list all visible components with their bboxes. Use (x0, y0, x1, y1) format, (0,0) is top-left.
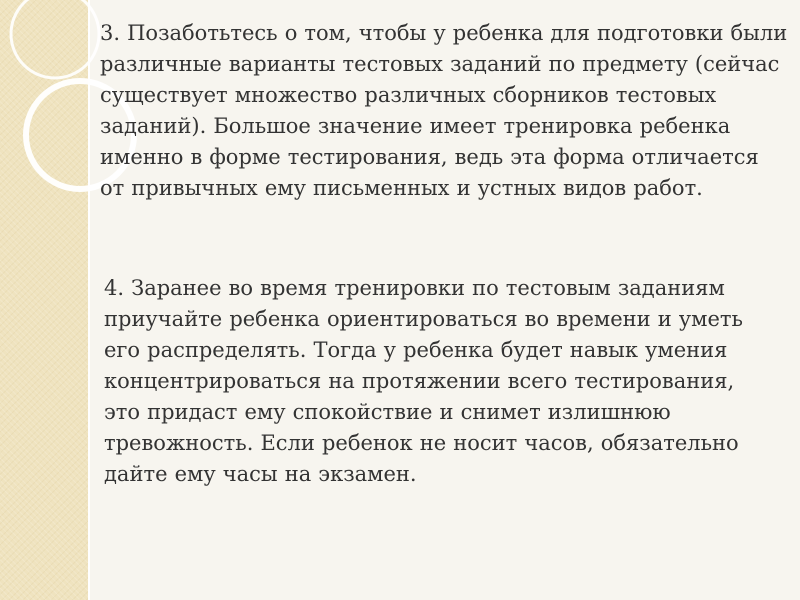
left-band-border (88, 0, 90, 600)
paragraph-4-text: 4. Заранее во время тренировки по тестовым заданиям приучайте ребенка ориентироваться во времени и уметь его распределять. Тогда у ребенка будет навык умения концентрироваться на протяжении всего тестирования, это придаст ему спокойствие и снимет излишнюю тревожность. Если ребенок не носит часов, обязательно дайте ему часы на экзамен. (104, 276, 743, 486)
paragraph-3 (100, 18, 790, 204)
left-decorative-band (0, 0, 88, 600)
paragraph-4 (104, 273, 764, 490)
paragraph-3-text: 3. Позаботьтесь о том, чтобы у ребенка для подготовки были различные варианты тестовых заданий по предмету (сейчас существует множество различных сборников тестовых заданий). Большое значение имеет тренировка ребенка именно в форме тестирования, ведь эта форма отличается от привычных ему письменных и устных видов работ. (100, 21, 788, 200)
